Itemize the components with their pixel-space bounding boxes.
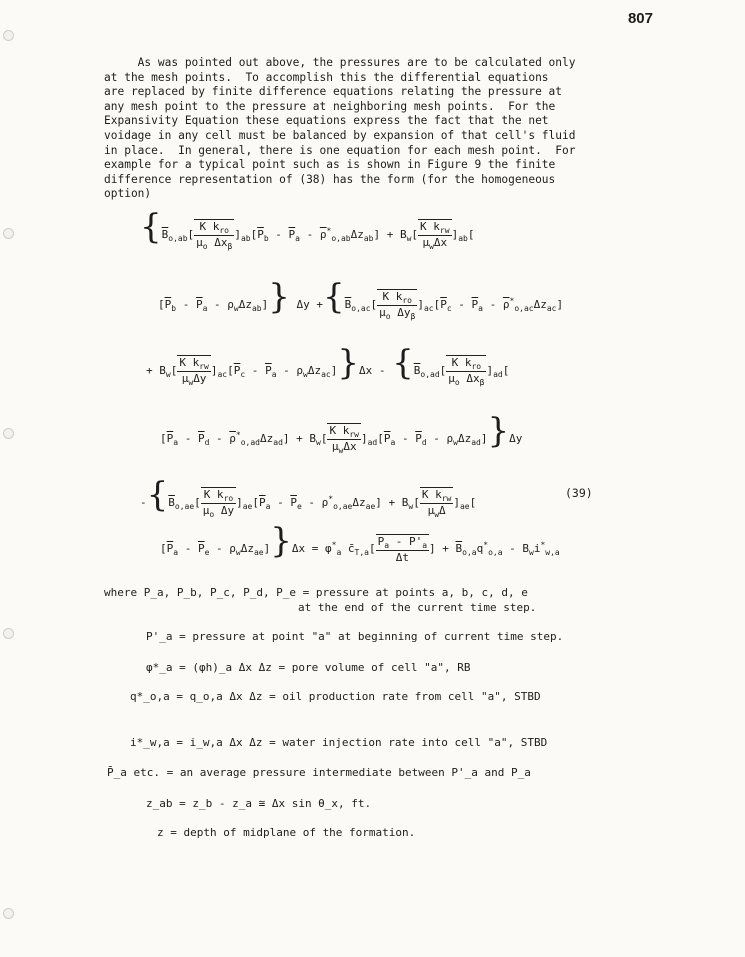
equation-line: $[\overline{P}_b - \overline{P}_a - \rho_w\Delta z_{ab}]$} $\Delta y +\{\overline{B}_{o,ac}$[ $\frac{K k_{ro}}{\mu_o \Delta y_\beta}$ ]$_{ac}[\overline{P}_c - \overline{P}_a - \overline{\rho}^*_{o,ac}\Delta z_{ac}]$ <box>158 277 564 322</box>
equation-line: {$\overline{B}_{o,ab}$[ $\frac{K k_{ro}}{\mu_o \Delta x_\beta}$ ]$_{ab}[\overline{P}_b - \overline{P}_a - \overline{\rho}^*_{o,ab}\Delta z_{ab}] + B_w$[ $\frac{K k_{rw}}{\mu_w\Delta x}$ ]$_{ab}$[ <box>140 207 475 252</box>
paragraph-line: difference representation of (38) has the form (for the homogeneous <box>104 172 556 186</box>
definition-line: z_ab = z_b - z_a ≅ Δx sin θ_x, ft. <box>146 797 372 810</box>
equation-line: $[\overline{P}_a - \overline{P}_d - \overline{\rho}^*_{o,ad}\Delta z_{ad}] + B_w$[ $\frac{K k_{rw}}{\mu_w\Delta x}$ ]$_{ad}[\overline{P}_a - \overline{P}_d - \rho_w\Delta z_{ad}]\}\Delta y$ <box>160 411 523 456</box>
definition-line: q*_o,a = q_o,a Δx Δz = oil production rate from cell "a", STBD <box>130 690 541 703</box>
definition-line: i*_w,a = i_w,a Δx Δz = water injection rate into cell "a", STBD <box>130 736 548 749</box>
definition-line: P̄_a etc. = an average pressure intermediate between P'_a and P_a <box>107 766 531 779</box>
definition-line: where P_a, P_b, P_c, P_d, P_e = pressure at points a, b, c, d, e <box>104 586 528 599</box>
paragraph-line: are replaced by finite difference equations relating the pressure at <box>104 85 563 99</box>
page-number: 807 <box>627 10 653 27</box>
definition-line: φ*_a = (φh)_a Δx Δz = pore volume of cell "a", RB <box>146 661 471 674</box>
paragraph-line: option) <box>104 187 152 201</box>
definition-line: at the end of the current time step. <box>298 601 537 614</box>
binder-hole <box>3 628 14 639</box>
equation-line: + $B_w$[ $\frac{K k_{rw}}{\mu_w\Delta y}$ ]$_{ac}[\overline{P}_c - \overline{P}_a - \rho_w\Delta z_{ac}]\}\Delta x - \{\overline{B}_{o,ad}$[ $\frac{K k_{ro}}{\mu_o \Delta x_\beta}$ ]$_{ad}$[ <box>146 343 510 388</box>
equation-line: $-\{\overline{B}_{o,ae}$[ $\frac{K k_{ro}}{\mu_o \Delta y}$ ]$_{ae}[\overline{P}_a - \overline{P}_e - \rho^*_{o,ae}\Delta z_{ae}] + B_w$[ $\frac{K k_{rw}}{\mu_w\Delta}$ ]$_{ae}$[ <box>140 475 477 520</box>
equation-number: (39) <box>565 486 593 500</box>
definition-line: P'_a = pressure at point "a" at beginning of current time step. <box>146 630 564 643</box>
paragraph-line: example for a typical point such as is shown in Figure 9 the finite <box>104 158 556 172</box>
paragraph-line: As was pointed out above, the pressures are to be calculated only <box>104 56 576 69</box>
binder-hole <box>3 428 14 439</box>
paragraph-line: in place. In general, there is one equation for each mesh point. For <box>104 143 576 157</box>
binder-hole <box>3 30 14 41</box>
paragraph-line: any mesh point to the pressure at neighboring mesh points. For the <box>104 99 556 113</box>
paragraph-line: Expansivity Equation these equations express the fact that the net <box>104 114 549 128</box>
equation-line: $[\overline{P}_a - \overline{P}_e - \rho_w\Delta z_{ae}]\}\Delta x = \varphi^*_a$ $c̄_{T,a}$[ $\frac{P_a - P'_a}{\Delta t}$ ] + $\overline{B}_{o,a}q^*_{o,a} - B_wi^*_{w,a}$ <box>160 521 560 565</box>
paragraph-line: voidage in any cell must be balanced by expansion of that cell's fluid <box>104 128 576 142</box>
definition-line: z = depth of midplane of the formation. <box>157 826 416 839</box>
binder-hole <box>3 908 14 919</box>
body-paragraph <box>104 56 624 202</box>
binder-hole <box>3 228 14 239</box>
paragraph-line: at the mesh points. To accomplish this the differential equations <box>104 70 549 84</box>
